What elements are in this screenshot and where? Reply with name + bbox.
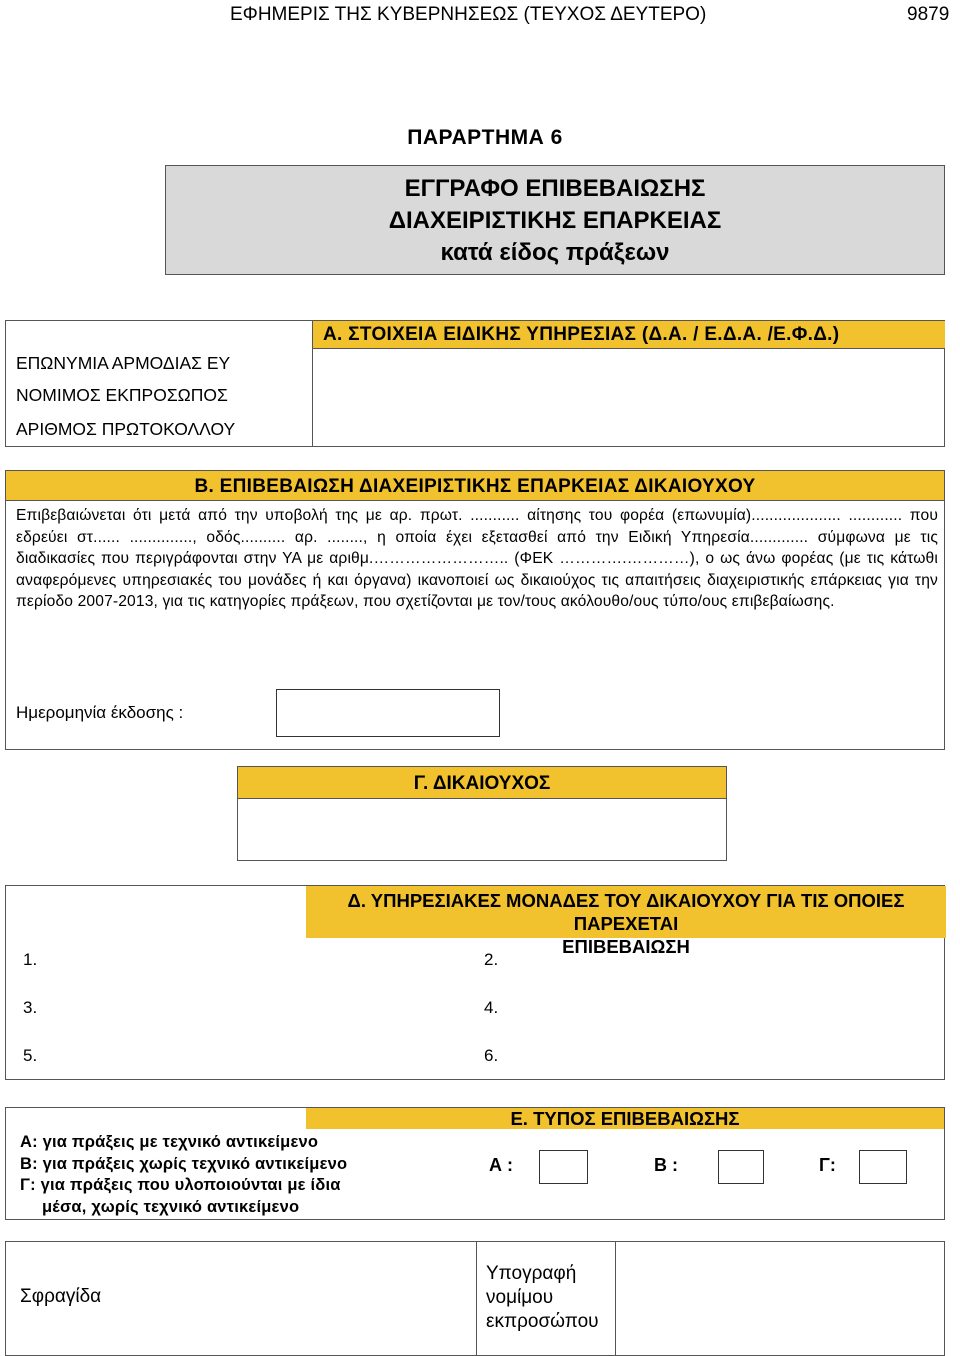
section-a-heading: Α. ΣΤΟΙΧΕΙΑ ΕΙΔΙΚΗΣ ΥΠΗΡΕΣΙΑΣ (Δ.Α. / Ε.Δ.Α. /Ε.Φ.Δ.) [312,321,945,349]
legal-representative-label: ΝΟΜΙΜΟΣ ΕΚΠΡΟΣΩΠΟΣ [16,385,228,405]
unit-item: 6. [484,1046,499,1065]
section-e-heading: Ε. ΤΥΠΟΣ ΕΠΙΒΕΒΑΙΩΣΗΣ [306,1108,944,1129]
unit-item: 2. [484,950,499,969]
section-b-table [5,470,945,750]
unit-item: 3. [23,998,38,1017]
type-a-checkbox[interactable] [539,1150,588,1184]
type-a-label: Α : [489,1155,513,1175]
type-a-description: Α: για πράξεις με τεχνικό αντικείμενο [20,1133,319,1151]
section-e-table [5,1107,945,1220]
stamp-label: Σφραγίδα [20,1286,102,1307]
section-d-heading-line-1: Δ. ΥΠΗΡΕΣΙΑΚΕΣ ΜΟΝΑΔΕΣ ΤΟΥ ΔΙΚΑΙΟΥΧΟΥ ΓΙΑ ΤΙΣ ΟΠΟΙΕΣ ΠΑΡΕΧΕΤΑΙ [347,890,905,934]
signature-label [486,1262,599,1334]
section-g-table [237,766,727,861]
issue-date-label: Ημερομηνία έκδοσης : [16,703,184,722]
type-b-checkbox[interactable] [718,1150,764,1184]
type-c-description-cont: μέσα, χωρίς τεχνικό αντικείμενο [42,1197,300,1216]
unit-item: 4. [484,998,499,1017]
confirmation-types-list [20,1132,347,1218]
signature-label-line-2: νομίμου [486,1287,554,1308]
signature-table [5,1241,945,1356]
type-c-checkbox[interactable] [859,1150,907,1184]
annex-heading: ΠΑΡΑΡΤΗΜΑ 6 [407,126,563,149]
issue-date-field[interactable] [276,689,500,737]
title-line-2: ΔΙΑΧΕΙΡΙΣΤΙΚΗΣ ΕΠΑΡΚΕΙΑΣ [388,207,722,234]
section-g-heading: Γ. ΔΙΚΑΙΟΥΧΟΣ [238,767,726,799]
unit-item: 5. [23,1046,38,1065]
confirmation-paragraph: Επιβεβαιώνεται ότι μετά από την υποβολή της με αρ. πρωτ. ........... αίτησης του φορέα (επωνυμία).................... ............ που εδρεύει στ...... .............., οδός.......... αρ. ........, η οποία έχει εξετασθεί από την Ειδική Υπηρεσία............. σύμφωνα με τις διαδικασίες που περιγράφονται στην ΥΑ με αριθμ.…………………….. (ΦΕΚ ………….…………), ο ως άνω φορέας (με τις κάτωθι αναφερόμενες υπηρεσιακές του μονάδες ή και όργανα) ικανοποιεί ως δικαιούχος τις απαιτήσεις διαχειριστικής επάρκειας για την περίοδο 2007-2013, για τις κατηγορίες πράξεων, που σχετίζονται με τον/τους ακόλουθο/ους τύπο/ους επιβεβαίωσης. [16,507,938,611]
section-b-heading: Β. ΕΠΙΒΕΒΑΙΩΣΗ ΔΙΑΧΕΙΡΙΣΤΙΚΗΣ ΕΠΑΡΚΕΙΑΣ ΔΙΚΑΙΟΥΧΟΥ [6,471,944,501]
gazette-title: ΕΦΗΜΕΡΙΣ ΤΗΣ ΚΥΒΕΡΝΗΣΕΩΣ (ΤΕΥΧΟΣ ΔΕΥΤΕΡΟ) [230,4,707,25]
title-line-1: ΕΓΓΡΑΦΟ ΕΠΙΒΕΒΑΙΩΣΗΣ [404,175,706,202]
section-d-heading-line-2: ΕΠΙΒΕΒΑΙΩΣΗ [562,936,690,957]
type-c-label: Γ: [819,1155,836,1175]
section-d-table [5,885,945,1080]
unit-item: 1. [23,950,38,969]
title-line-3: κατά είδος πράξεων [440,239,670,266]
signature-label-line-1: Υπογραφή [486,1263,577,1284]
section-a-divider [312,349,313,447]
section-d-heading [306,886,946,957]
type-b-label: Β : [654,1155,678,1175]
section-a-table [5,320,945,447]
document-title-box [165,165,945,275]
type-c-description: Γ: για πράξεις που υλοποιούνται με ίδια [20,1176,341,1194]
page-number: 9879 [907,4,950,25]
type-b-description: Β: για πράξεις χωρίς τεχνικό αντικείμενο [20,1154,348,1173]
signature-label-line-3: εκπροσώπου [486,1311,599,1332]
protocol-number-label: ΑΡΙΘΜΟΣ ΠΡΩΤΟΚΟΛΛΟΥ [16,419,236,439]
agency-name-label: ΕΠΩΝΥΜΙΑ ΑΡΜΟΔΙΑΣ ΕΥ [16,353,231,373]
